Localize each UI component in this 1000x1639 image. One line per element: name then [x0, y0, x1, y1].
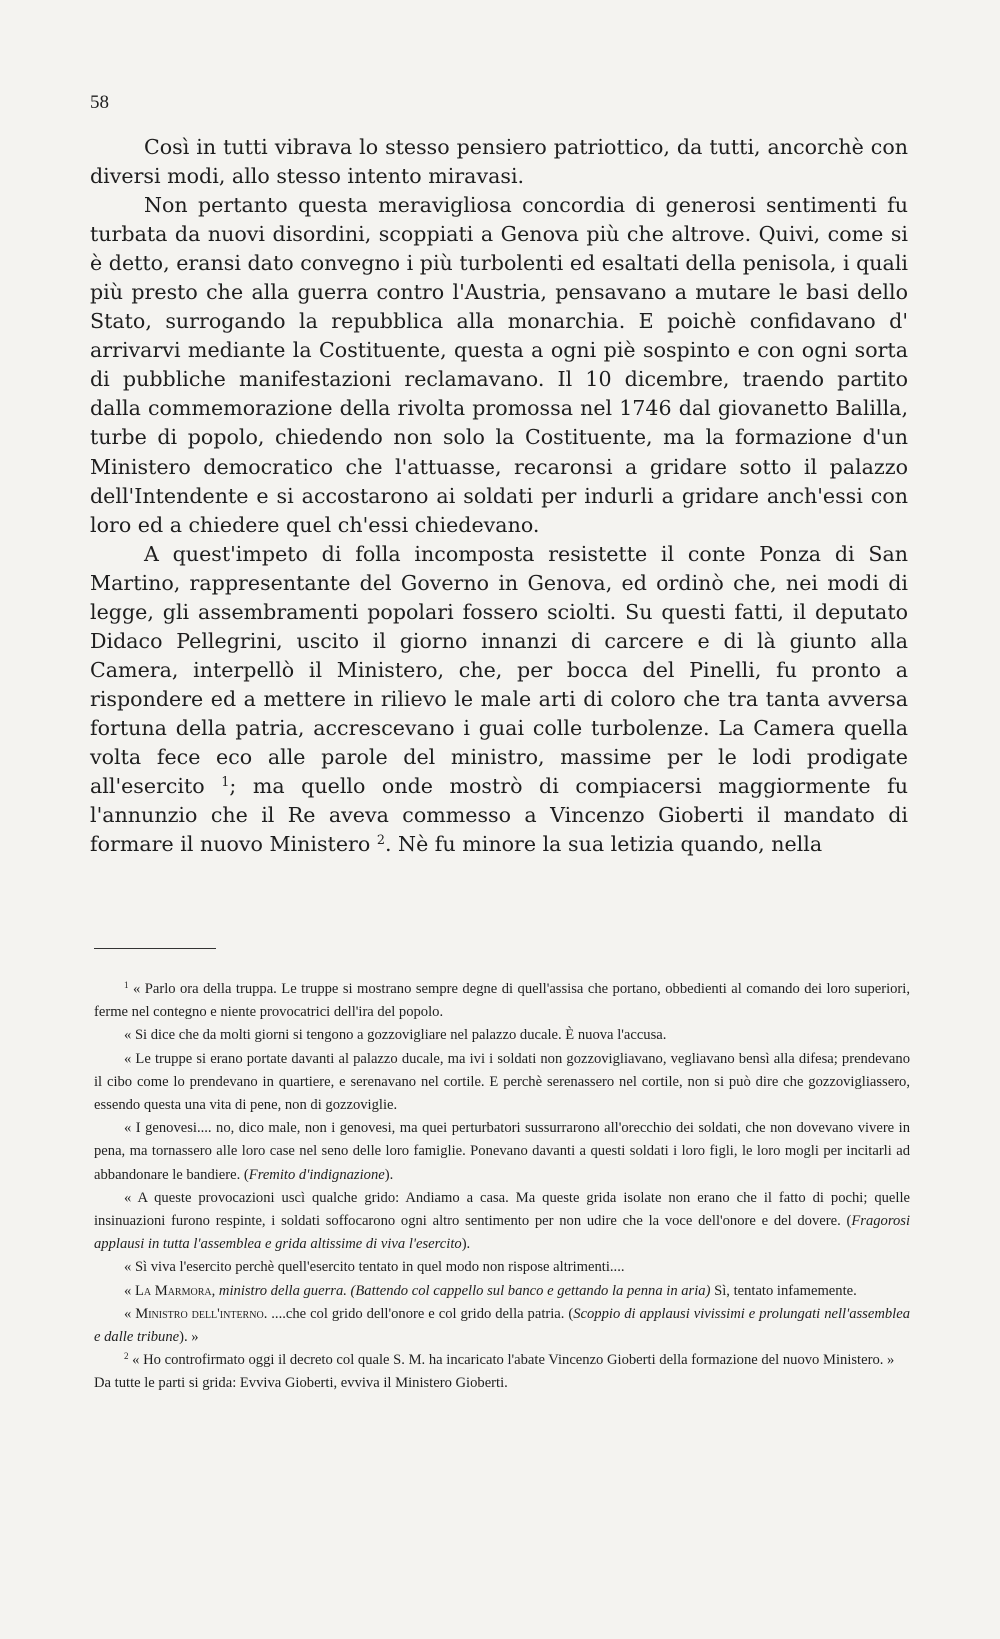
text-run: Fremito d'indignazione	[248, 1166, 385, 1183]
text-run: ).	[384, 1166, 394, 1183]
paragraph	[90, 133, 908, 191]
footnote-paragraph	[94, 1372, 910, 1395]
paragraph	[90, 540, 908, 860]
footnote-paragraph	[94, 1349, 910, 1372]
footnote-marker: 1	[124, 980, 129, 991]
footnotes	[94, 978, 910, 1396]
text-run: Sì, tentato infamemente.	[710, 1282, 857, 1299]
text-run: «	[124, 1305, 136, 1322]
text-run: ,	[211, 1282, 219, 1299]
text-run: Scoppio di applausi vivissimi e prolungati nell'assemblea e dalle tribune	[94, 1305, 910, 1346]
text-run: La Marmora	[134, 1282, 212, 1299]
text-run: Fragorosi applausi in tutta l'assemblea e grida altissime di viva l'esercito	[94, 1213, 910, 1253]
text-run: Ministro dell'interno	[135, 1305, 264, 1322]
main-text	[90, 133, 908, 859]
text-run: « Si dice che da molti giorni si tengono a gozzovigliare nel palazzo ducale. È nuova l'accusa.	[124, 1027, 667, 1044]
footnote-paragraph	[94, 1256, 910, 1279]
text-run: « A queste provocazioni uscì qualche grido: Andiamo a casa. Ma queste grida isolate non erano che il fatto di pochi; quelle insinuazioni furono respinte, i soldati soffocarono ogni altro sentimento per non udire che la voce dell'onore e del dovere. (	[94, 1189, 910, 1230]
footnote-paragraph	[94, 1048, 910, 1118]
footnote-marker: 2	[376, 833, 385, 849]
footnote-marker: 2	[124, 1351, 129, 1362]
footnote-paragraph	[94, 1024, 910, 1047]
text-run: « I genovesi.... no, dico male, non i genovesi, ma quei perturbatori sussurrarono all'orecchio dei soldati, che non dovevano vivere in pena, ma tornassero alle loro case nel seno delle loro famiglie. Ponevano davanti a questi soldati i loro figli, le loro mogli per incitarli ad abbandonare le bandiere. (	[94, 1120, 910, 1183]
text-run: «	[124, 1282, 135, 1299]
text-run: Non pertanto questa meravigliosa concordia di generosi sentimenti fu turbata da nuovi disordini, scoppiati a Genova più che altrove. Quivi, come si è detto, eransi dato convegno i più turbolenti ed esaltati della penisola, i quali più presto che alla guerra contro l'Austria, pensavano a mutare le basi dello Stato, surrogando la repubblica alla monarchia. E poichè confidavano d' arrivarvi mediante la Costituente, questa a ogni piè sospinto e con ogni sorta di pubbliche manifestazioni reclamavano. Il 10 dicembre, traendo partito dalla commemorazione della rivolta promossa nel 1746 dal giovanetto Balilla, turbe di popolo, chiedendo non solo la Costituente, ma la formazione d'un Ministero democratico che l'attuasse, recaronsi a gridare sotto il palazzo dell'Intendente e si accostarono ai soldati per indurli a gridare anch'essi con loro ed a chiedere quel ch'essi chiedevano.	[90, 193, 908, 537]
footnote-paragraph	[94, 1280, 910, 1303]
text-run: « Sì viva l'esercito perchè quell'esercito tentato in quel modo non rispose altrimenti....	[124, 1259, 625, 1276]
text-run: Così in tutti vibrava lo stesso pensiero patriottico, da tutti, ancorchè con diversi modi, allo stesso intento miravasi.	[90, 135, 908, 189]
footnote-paragraph	[94, 1117, 910, 1187]
paragraph	[90, 191, 908, 540]
text-run: « Ho controfirmato oggi il decreto col quale S. M. ha incaricato l'abate Vincenzo Gioberti della formazione del nuovo Ministero. »	[128, 1352, 895, 1369]
footnote-marker: 1	[221, 775, 230, 791]
text-run: ). »	[179, 1329, 199, 1346]
footnote-paragraph	[94, 1187, 910, 1257]
text-run: . Nè fu minore la sua letizia quando, nella	[384, 832, 823, 857]
footnote-paragraph	[94, 978, 910, 1024]
text-run: « Parlo ora della truppa. Le truppe si mostrano sempre degne di quell'assisa che portano, obbedienti al comando dei loro superiori, ferme nel contegno e niente provocatrici dell'ira del popolo.	[94, 981, 910, 1021]
text-run: ; ma quello onde mostrò di compiacersi maggiormente fu l'annunzio che il Re aveva commesso a Vincenzo Gioberti il mandato di formare il nuovo Ministero	[90, 774, 908, 857]
text-run: ministro della guerra. (Battendo col cappello sul banco e gettando la penna in aria)	[218, 1282, 711, 1299]
text-run: ).	[461, 1236, 471, 1253]
text-run: « Le truppe si erano portate davanti al palazzo ducale, ma ivi i soldati non gozzovigliavano, vegliavano bensì alla difesa; prendevano il cibo come lo prendevano in quartiere, e serenavano nel cortile. E perchè serenassero nel cortile, non si può dire che gozzovigliassero, essendo questa una vita di pene, non di gozzoviglie.	[94, 1050, 910, 1114]
footnote-separator	[94, 948, 216, 949]
page-number: 58	[90, 92, 109, 113]
text-run: Da tutte le parti si grida: Evviva Gioberti, evviva il Ministero Gioberti.	[94, 1375, 508, 1392]
text-run: . ....che col grido dell'onore e col grido della patria. (	[263, 1305, 574, 1322]
footnote-paragraph	[94, 1303, 910, 1349]
text-run: A quest'impeto di folla incomposta resistette il conte Ponza di San Martino, rappresentante del Governo in Genova, ed ordinò che, nei modi di legge, gli assembramenti popolari fossero sciolti. Su questi fatti, il deputato Didaco Pellegrini, uscito il giorno innanzi di carcere e di là giunto alla Camera, interpellò il Ministero, che, per bocca del Pinelli, fu pronto a rispondere ed a mettere in rilievo le male arti di coloro che tra tanta avversa fortuna della patria, accrescevano i guai colle turbolenze. La Camera quella volta fece eco alle parole del ministro, massime per le lodi prodigate all'esercito	[90, 541, 908, 799]
